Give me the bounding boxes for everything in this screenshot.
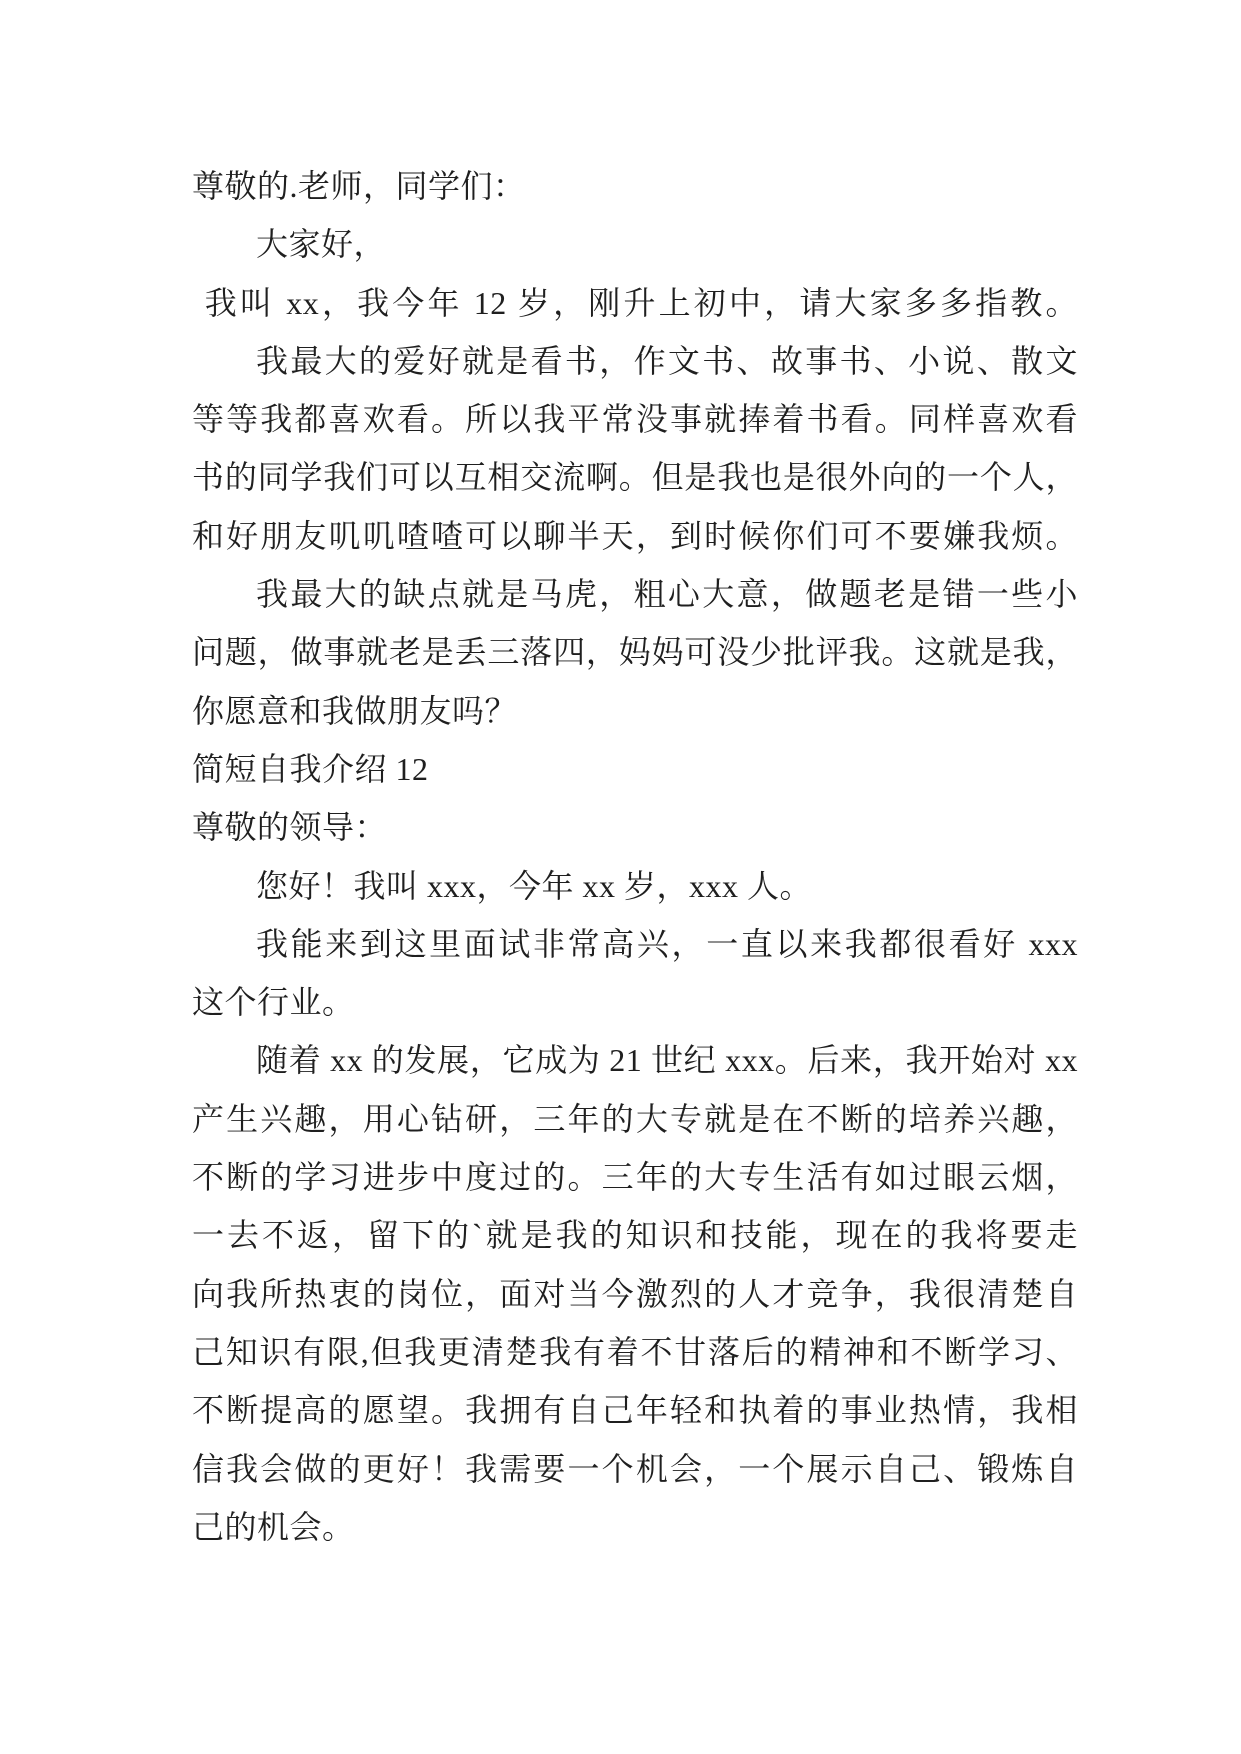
text-line-1: 尊敬的.老师，同学们： [192, 168, 526, 204]
text-line-12: 尊敬的领导： [192, 809, 388, 846]
text-line-8: 我最大的缺点就是马虎，粗心大意，做题老是错一些小 [256, 576, 1078, 613]
text-line-7: 和好朋友叽叽喳喳可以聊半天，到时候你们可不要嫌我烦。 [192, 517, 1078, 554]
text-line-19: 一去不返，留下的`就是我的知识和技能，现在的我将要走 [192, 1217, 1078, 1254]
text-line-23: 信我会做的更好！我需要一个机会，一个展示自己、锻炼自 [192, 1450, 1078, 1487]
text-line-2: 大家好， [256, 226, 387, 263]
text-line-22: 不断提高的愿望。我拥有自己年轻和执着的事业热情，我相 [192, 1392, 1078, 1429]
text-line-21: 己知识有限,但我更清楚我有着不甘落后的精神和不断学习、 [192, 1333, 1078, 1370]
text-line-17: 产生兴趣，用心钻研，三年的大专就是在不断的培养兴趣， [192, 1100, 1078, 1137]
text-line-9: 问题，做事就老是丢三落四，妈妈可没少批评我。这就是我， [192, 634, 1078, 671]
text-line-24: 己的机会。 [192, 1508, 355, 1545]
text-line-15: 这个行业。 [192, 984, 355, 1021]
text-line-3: 我叫 xx，我今年 12 岁，刚升上初中，请大家多多指教。 [204, 284, 1078, 321]
text-line-6: 书的同学我们可以互相交流啊。但是我也是很外向的一个人， [192, 459, 1078, 496]
text-line-10: 你愿意和我做朋友吗？ [192, 692, 518, 729]
text-line-11: 简短自我介绍 12 [192, 750, 429, 787]
text-line-14: 我能来到这里面试非常高兴，一直以来我都很看好 xxx [256, 925, 1078, 962]
text-line-13: 您好！我叫 xxx，今年 xx 岁，xxx 人。 [256, 867, 813, 904]
text-line-20: 向我所热衷的岗位，面对当今激烈的人才竞争，我很清楚自 [192, 1275, 1078, 1312]
text-line-18: 不断的学习进步中度过的。三年的大专生活有如过眼云烟， [192, 1159, 1078, 1196]
text-line-5: 等等我都喜欢看。所以我平常没事就捧着书看。同样喜欢看 [192, 401, 1078, 438]
text-line-4: 我最大的爱好就是看书，作文书、故事书、小说、散文 [256, 342, 1078, 379]
text-line-16: 随着 xx 的发展，它成为 21 世纪 xxx。后来，我开始对 xx [256, 1042, 1078, 1079]
document-body [192, 157, 1078, 1556]
